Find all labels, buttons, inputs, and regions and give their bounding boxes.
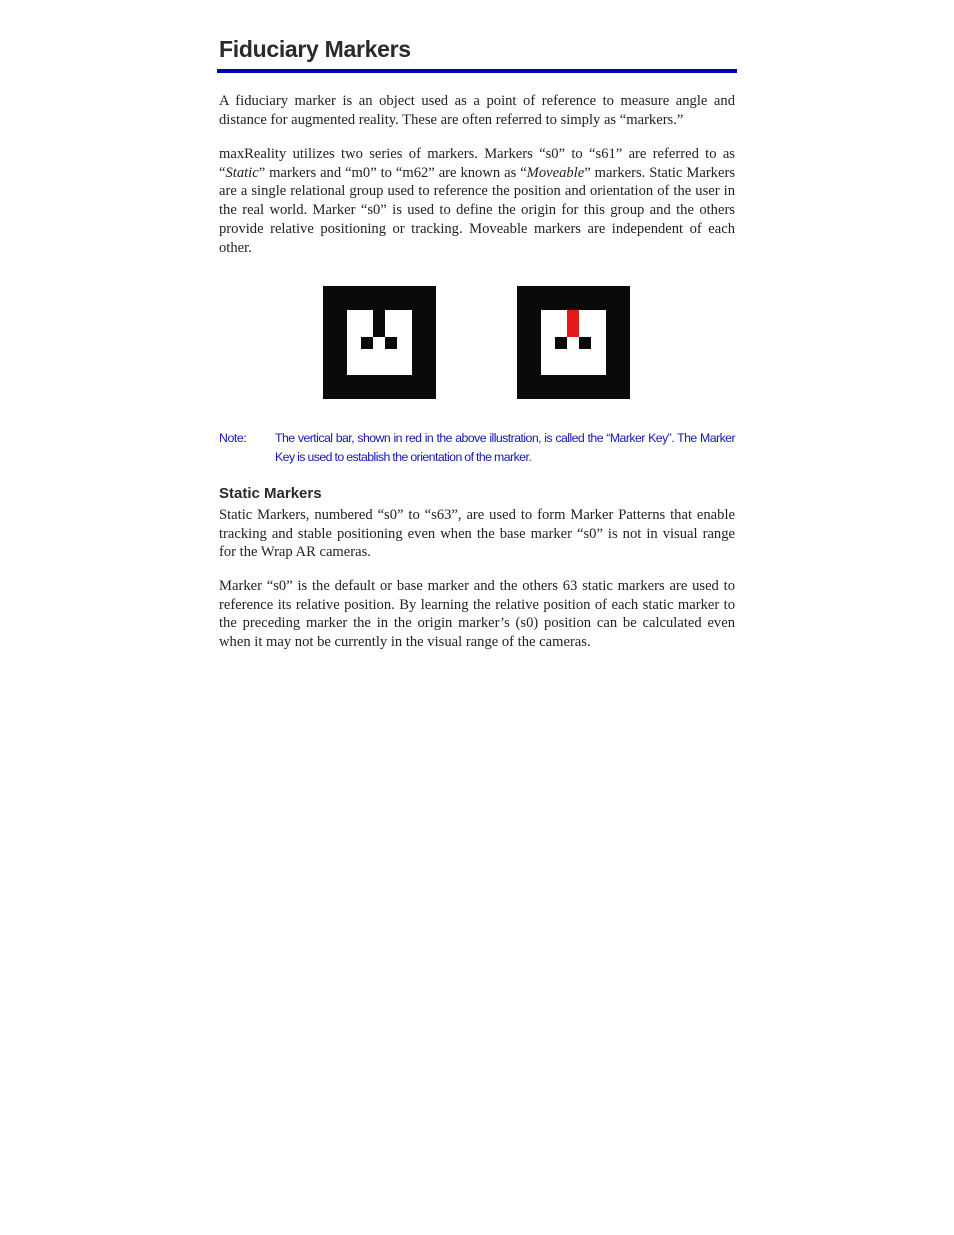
marker-cell-right [579, 337, 591, 349]
note-text: The vertical bar, shown in red in the above illustration, is called the “Marker Key”. The Marker Key is used to establish the orientation of the marker. [275, 431, 735, 464]
static-markers-paragraph-2: Marker “s0” is the default or base marker and the others 63 static markers are used to reference its relative position. By learning the relative position of each static marker to the preceding marker the in the origin marker’s (s0) position can be calculated even when it may not be currently in the visual range of the cameras. [219, 578, 735, 651]
marker-inner-field [541, 310, 606, 375]
moveable-term: Moveable [526, 164, 585, 181]
page-title: Fiduciary Markers [219, 36, 411, 62]
title-underline [217, 69, 737, 73]
intro-paragraph-2 [219, 145, 735, 257]
marker-inner-field [347, 310, 412, 375]
intro-paragraph-1: A fiduciary marker is an object used as a point of reference to measure angle and distance for augmented reality. These are often referred to simply as “markers.” [219, 93, 735, 128]
note-label: Note: [219, 431, 247, 445]
static-markers-heading: Static Markers [219, 485, 322, 502]
marker-cell-left [555, 337, 567, 349]
fiduciary-marker-image [323, 286, 436, 399]
intro-p2-segment-3: ” markers. Static Markers are a single relational group used to reference the position and orientation of the user in the real world. Marker “s0” is used to define the origin for this group and the others provide relative positioning or tracking. Moveable markers are independent of each other. [219, 164, 735, 256]
marker-cell-left [361, 337, 373, 349]
marker-cell-right [385, 337, 397, 349]
intro-p2-segment-2: ” markers and “m0” to “m62” are known as “ [258, 164, 527, 181]
static-markers-paragraph-1: Static Markers, numbered “s0” to “s63”, are used to form Marker Patterns that enable tracking and stable positioning even when the base marker “s0” is not in visual range for the Wrap AR cameras. [219, 507, 735, 561]
marker-key-bar-red [567, 310, 579, 337]
fiduciary-marker-red-key-image [517, 286, 630, 399]
marker-key-bar [373, 310, 385, 337]
static-term: Static [225, 164, 259, 181]
intro-p2-segment-1: maxReality utilizes two series of markers. Markers “s0” to “s61” are referred to as “ [219, 146, 735, 181]
